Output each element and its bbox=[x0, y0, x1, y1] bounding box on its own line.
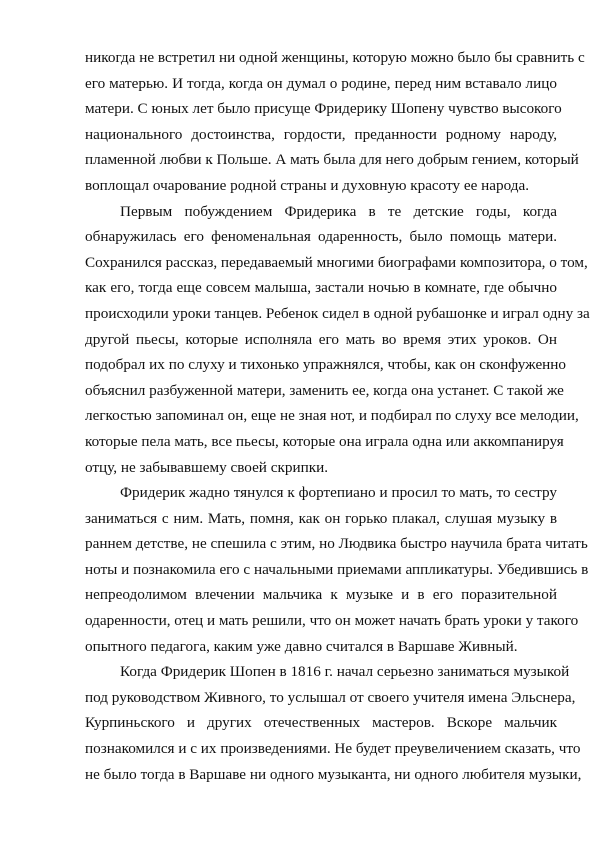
paragraph-first-line: Первым побуждением Фридерика в те детские годы, когда bbox=[120, 202, 557, 220]
text-line: Сохранился рассказ, передаваемый многими биографами композитора, о том, bbox=[85, 253, 588, 271]
text-line: как его, тогда еще совсем малыша, застали ночью в комнате, где обычно bbox=[85, 279, 557, 297]
text-line: пламенной любви к Польше. А мать была для него добрым гением, который bbox=[85, 151, 579, 169]
paragraph-end-line: воплощал очарование родной страны и духовную красоту ее народа. bbox=[85, 176, 530, 194]
text-line: которые пела мать, все пьесы, которые она играла одна или аккомпанируя bbox=[85, 432, 564, 450]
text-line: матери. С юных лет было присуще Фридерику Шопену чувство высокого bbox=[85, 100, 562, 118]
text-line: обнаружилась его феноменальная одаренность, было помощь матери. bbox=[85, 228, 557, 246]
text-line: легкостью запоминал он, еще не зная нот, и подбирал по слуху все мелодии, bbox=[85, 407, 579, 425]
text-line: его матерью. И тогда, когда он думал о родине, перед ним вставало лицо bbox=[85, 74, 557, 92]
text-line: подобрал их по слуху и тихонько упражнялся, чтобы, как он сконфуженно bbox=[85, 356, 567, 374]
text-line: непреодолимом влечении мальчика к музыке и в его поразительной bbox=[85, 586, 557, 604]
text-line: происходили уроки танцев. Ребенок сидел в одной рубашонке и играл одну за bbox=[85, 304, 590, 322]
text-line: не было тогда в Варшаве ни одного музыканта, ни одного любителя музыки, bbox=[85, 765, 582, 783]
text-line: национального достоинства, гордости, преданности родному народу, bbox=[85, 125, 557, 143]
text-line: Курпиньского и других отечественных мастеров. Вскоре мальчик bbox=[85, 714, 557, 732]
text-line: объяснил разбуженной матери, заменить ее, когда она устанет. С такой же bbox=[85, 381, 564, 399]
paragraph-end-line: опытного педагога, каким уже давно считался в Варшаве Живный. bbox=[85, 637, 518, 655]
text-line: одаренности, отец и мать решили, что он может начать брать уроки у такого bbox=[85, 612, 579, 630]
body-text bbox=[85, 45, 590, 787]
paragraph-first-line: Когда Фридерик Шопен в 1816 г. начал серьезно заниматься музыкой bbox=[120, 663, 570, 681]
text-line: познакомился и с их произведениями. Не будет преувеличением сказать, что bbox=[85, 740, 581, 758]
text-line: никогда не встретил ни одной женщины, которую можно было бы сравнить с bbox=[85, 49, 585, 66]
text-line: другой пьесы, которые исполняла его мать во время этих уроков. Он bbox=[85, 330, 557, 348]
text-line: ноты и познакомила его с начальными приемами аппликатуры. Убедившись в bbox=[85, 560, 589, 578]
text-line: заниматься с ним. Мать, помня, как он горько плакал, слушая музыку в bbox=[85, 509, 557, 527]
paragraph-first-line: Фридерик жадно тянулся к фортепиано и просил то мать, то сестру bbox=[120, 484, 557, 502]
text-line: раннем детстве, не спешила с этим, но Людвика быстро научила брата читать bbox=[85, 535, 588, 553]
text-line: под руководством Живного, то услышал от своего учителя имена Эльснера, bbox=[85, 688, 576, 706]
paragraph-end-line: отцу, не забывавшему своей скрипки. bbox=[85, 458, 329, 476]
